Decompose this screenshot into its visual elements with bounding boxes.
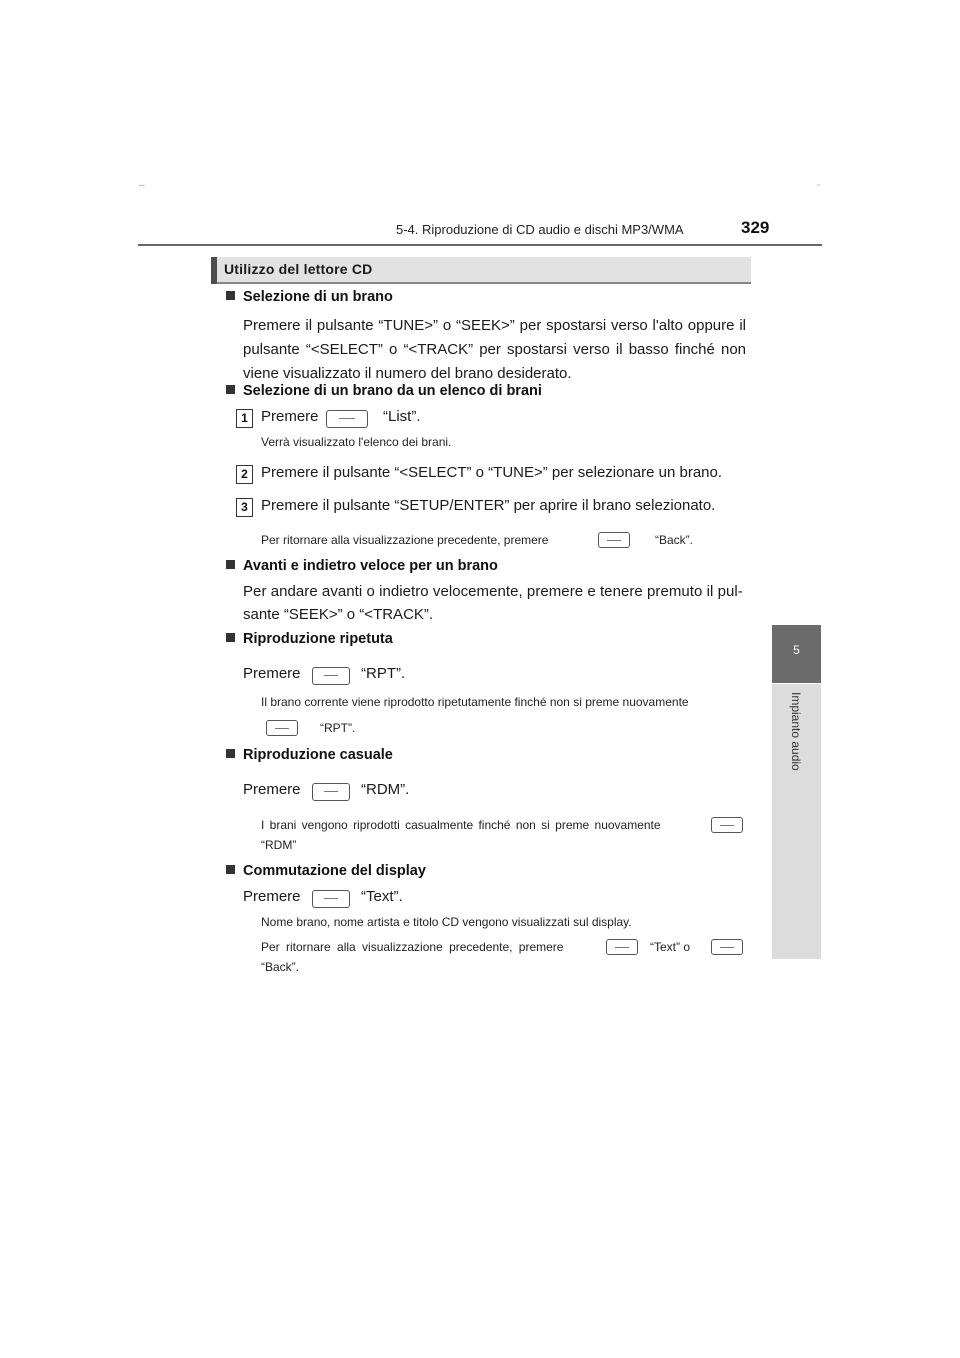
back-note-post: “Back”. <box>655 533 694 547</box>
display-note-2-post: “Back”. <box>261 960 300 974</box>
crop-mark: – <box>139 180 145 191</box>
running-head: 5-4. Riproduzione di CD audio e dischi MP3/WMA <box>396 222 684 237</box>
square-bullet-icon <box>226 560 235 569</box>
section-title: Utilizzo del lettore CD <box>224 261 373 277</box>
paragraph-select-track: Premere il pulsante “TUNE>” o “SEEK>” per spostarsi verso l'alto oppure il pulsante “<SELECT” o “<TRACK” per spostarsi verso il basso finché non viene visualizzato il numero del brano desiderato. <box>243 317 746 382</box>
square-bullet-icon <box>226 865 235 874</box>
header-rule <box>138 244 822 246</box>
step-number-2: 2 <box>236 465 253 484</box>
rdm-button-icon <box>312 783 350 801</box>
random-text-post: “RDM”. <box>361 781 410 798</box>
step-1-text-pre: Premere <box>261 408 319 425</box>
back-button-icon <box>711 939 743 955</box>
repeat-note-post: “RPT”. <box>320 721 356 735</box>
subheading-repeat: Riproduzione ripetuta <box>226 631 393 647</box>
step-1-note: Verrà visualizzato l'elenco dei brani. <box>261 435 452 449</box>
step-3-text: Premere il pulsante “SETUP/ENTER” per aprire il brano selezionato. <box>261 497 716 514</box>
step-2-text: Premere il pulsante “<SELECT” o “TUNE>” per selezionare un brano. <box>261 464 723 481</box>
text-button-icon <box>606 939 638 955</box>
page-number: 329 <box>741 218 770 237</box>
step-number-3: 3 <box>236 498 253 517</box>
fast-line-2: sante “SEEK>” o “<TRACK”. <box>243 606 434 623</box>
display-note-2-pre: Per ritornare alla visualizzazione precedente, premere <box>261 940 564 954</box>
random-note-post: “RDM” <box>261 838 297 852</box>
repeat-text-post: “RPT”. <box>361 665 406 682</box>
display-text-post: “Text”. <box>361 888 403 905</box>
back-note-pre: Per ritornare alla visualizzazione precedente, premere <box>261 533 549 547</box>
display-note-2-mid: “Text” o <box>650 940 691 954</box>
chapter-tab <box>772 625 821 683</box>
subheading-random: Riproduzione casuale <box>226 747 393 763</box>
step-number-1: 1 <box>236 409 253 428</box>
step-1-text-post: “List”. <box>383 408 421 425</box>
text-button-icon <box>312 890 350 908</box>
subheading-fast-forward: Avanti e indietro veloce per un brano <box>226 558 498 574</box>
square-bullet-icon <box>226 633 235 642</box>
square-bullet-icon <box>226 385 235 394</box>
random-text-pre: Premere <box>243 781 301 798</box>
subheading-select-track: Selezione di un brano <box>226 289 393 305</box>
subheading-select-from-list: Selezione di un brano da un elenco di brani <box>226 383 542 399</box>
section-heading <box>211 257 751 284</box>
rdm-button-icon <box>711 817 743 833</box>
back-button-icon <box>598 532 630 548</box>
display-text-pre: Premere <box>243 888 301 905</box>
rpt-button-icon <box>266 720 298 736</box>
fast-line-1: Per andare avanti o indietro velocemente, premere e tenere premuto il pul- <box>243 583 743 600</box>
random-note: I brani vengono riprodotti casualmente finché non si preme nuovamente <box>261 818 661 832</box>
repeat-text-pre: Premere <box>243 665 301 682</box>
chapter-number: 5 <box>793 643 800 657</box>
list-button-icon <box>326 410 368 428</box>
repeat-note: Il brano corrente viene riprodotto ripetutamente finché non si preme nuovamente <box>261 695 689 709</box>
rpt-button-icon <box>312 667 350 685</box>
square-bullet-icon <box>226 749 235 758</box>
square-bullet-icon <box>226 291 235 300</box>
display-note-1: Nome brano, nome artista e titolo CD vengono visualizzati sul display. <box>261 915 632 929</box>
crop-mark: - <box>817 180 821 191</box>
chapter-label: Impianto audio <box>789 692 803 771</box>
subheading-display: Commutazione del display <box>226 863 426 879</box>
